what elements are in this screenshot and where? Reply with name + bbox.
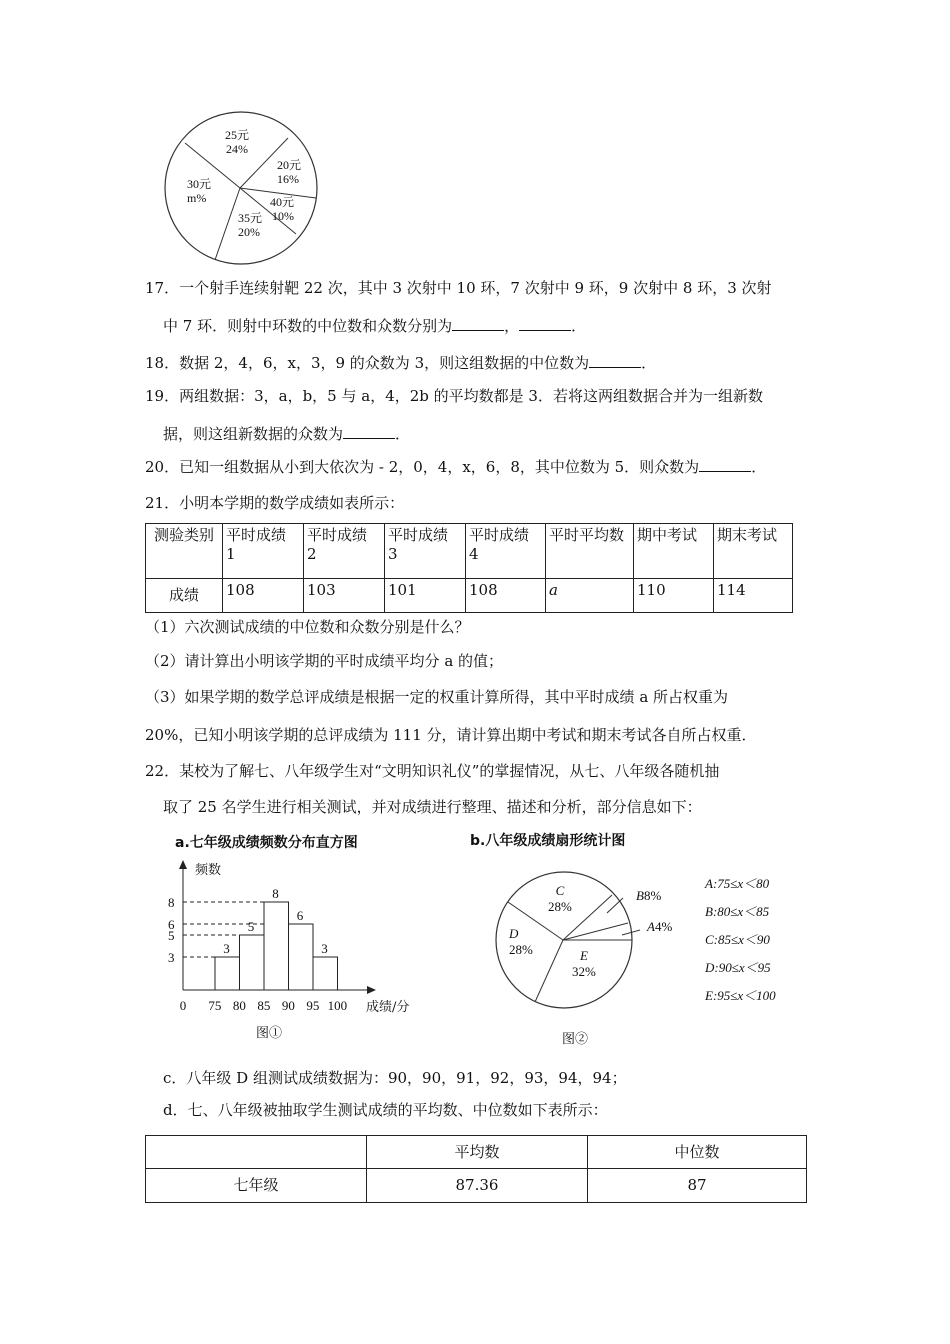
- q21-sub1: （1）六次测试成绩的中位数和众数分别是什么？: [145, 618, 470, 636]
- histogram-bar: [264, 902, 289, 990]
- slice-label-35: 35元 20%: [238, 211, 263, 239]
- y-axis-arrow: [179, 860, 187, 869]
- legend-item: D:90≤x＜95: [705, 960, 771, 975]
- q18: 18．数据 2，4，6，x，3，9 的众数为 3，则这组数据的中位数为 ．: [145, 354, 657, 372]
- table-header: 测验类别: [146, 524, 223, 579]
- table-header: 平时成绩 3: [385, 524, 466, 579]
- table-cell: 87: [588, 1169, 807, 1203]
- y-tick-label: 3: [168, 950, 175, 965]
- histogram-bar: [289, 924, 314, 990]
- slice-label-a: A4%: [647, 919, 673, 934]
- x-tick-label: 75: [208, 998, 222, 1013]
- answer-blank[interactable]: [589, 353, 641, 368]
- table-header: 中位数: [588, 1136, 807, 1169]
- table-header: 平时成绩 4: [466, 524, 546, 579]
- legend-item: A:75≤x＜80: [705, 876, 770, 891]
- bar-value-label: 8: [272, 886, 279, 901]
- q22-d: d．七、八年级被抽取学生测试成绩的平均数、中位数如下表所示：: [163, 1101, 608, 1119]
- answer-blank[interactable]: [343, 424, 395, 439]
- legend-item: B:80≤x＜85: [705, 904, 770, 919]
- slice-label-d: D 28%: [509, 926, 533, 957]
- bar-value-label: 3: [223, 941, 230, 956]
- histogram-caption: 图①: [256, 1026, 283, 1041]
- q19-line1: 19．两组数据：3，a，b，5 与 a，4，2b 的平均数都是 3．若将这两组数据合并为一组新数: [145, 387, 763, 405]
- q22-c: c．八年级 D 组测试成绩数据为：90，90，91，92，93，94，94；: [163, 1069, 627, 1087]
- y-tick-label: 5: [168, 928, 175, 943]
- table-row: [146, 579, 793, 613]
- slice-label-25: 25元 24%: [225, 128, 250, 156]
- q22-stats-table: [145, 1135, 807, 1203]
- y-tick-label: 6: [168, 917, 175, 932]
- histogram-bar: [215, 957, 240, 990]
- answer-blank[interactable]: [699, 457, 751, 472]
- x-tick-label: 100: [327, 998, 348, 1013]
- slice-label-b: B8%: [636, 888, 662, 903]
- table-header: 平时平均数: [546, 524, 634, 579]
- x-axis-arrow: [367, 986, 376, 994]
- bar-value-label: 3: [321, 941, 328, 956]
- slice-label-c: C 28%: [548, 883, 572, 914]
- histogram-title: a.七年级成绩频数分布直方图: [175, 835, 358, 851]
- bar-value-label: 5: [247, 919, 255, 934]
- slice-label-20: 20元 16%: [277, 158, 302, 186]
- table-header: 平时成绩 2: [304, 524, 385, 579]
- q20: 20．已知一组数据从小到大依次为 - 2，0，4，x，6，8，其中位数为 5．则众数为 ．: [145, 458, 767, 476]
- q22-line2: 取了 25 名学生进行相关测试，并对成绩进行整理、描述和分析，部分信息如下：: [163, 798, 702, 816]
- histogram-bar: [313, 957, 338, 990]
- slice-label-40: 40元 10%: [269, 195, 294, 223]
- q19-line2: 据，则这组新数据的众数为 ．: [163, 425, 411, 443]
- table-cell: 108: [223, 579, 304, 613]
- table-header: 期中考试: [634, 524, 714, 579]
- q22-line1: 22．某校为了解七、八年级学生对“文明知识礼仪”的掌握情况，从七、八年级各随机抽: [145, 762, 720, 780]
- x-tick-label: 0: [179, 998, 187, 1013]
- table-cell: 成绩: [146, 579, 223, 613]
- q17-line1: 17．一个射手连续射靶 22 次，其中 3 次射中 10 环，7 次射中 9 环，9 次射中 8 环，3 次射: [145, 279, 772, 297]
- table-header: 平均数: [367, 1136, 588, 1169]
- q21-intro: 21．小明本学期的数学成绩如表所示：: [145, 494, 405, 512]
- x-tick-label: 85: [257, 998, 271, 1013]
- histogram-xlabel: 成绩/分: [366, 1000, 410, 1015]
- q21-sub3a: （3）如果学期的数学总评成绩是根据一定的权重计算所得，其中平时成绩 a 所占权重为: [145, 688, 729, 706]
- table-row: [146, 1169, 807, 1203]
- table-cell: 七年级: [146, 1169, 367, 1203]
- pie2-caption: 图②: [562, 1032, 589, 1047]
- table-cell: 101: [385, 579, 466, 613]
- x-tick-label: 90: [281, 998, 295, 1013]
- table-cell: 114: [714, 579, 793, 613]
- table-header: [146, 1136, 367, 1169]
- y-tick-label: 8: [168, 895, 175, 910]
- q17-line2: 中 7 环．则射中环数的中位数和众数分别为 ， ．: [163, 317, 587, 335]
- q21-sub3b: 20%，已知小明该学期的总评成绩为 111 分，请计算出期中考试和期末考试各自所占权重．: [145, 726, 757, 744]
- table-header: 平时成绩 1: [223, 524, 304, 579]
- table-header: 期末考试: [714, 524, 793, 579]
- table-cell: 87.36: [367, 1169, 588, 1203]
- q21-score-table: [145, 523, 793, 613]
- slice-label-30: 30元 m%: [187, 177, 212, 205]
- legend-item: E:95≤x＜100: [705, 988, 776, 1003]
- histogram-ylabel: 频数: [195, 863, 222, 878]
- x-tick-label: 95: [306, 998, 320, 1013]
- table-cell: 103: [304, 579, 385, 613]
- pie2-legend: [705, 870, 776, 1010]
- histogram-bar: [240, 935, 265, 990]
- answer-blank[interactable]: [452, 316, 504, 331]
- bar-value-label: 6: [296, 908, 304, 923]
- table-cell: 110: [634, 579, 714, 613]
- legend-item: C:85≤x＜90: [705, 932, 770, 947]
- x-tick-label: 80: [232, 998, 246, 1013]
- table-cell: 108: [466, 579, 546, 613]
- q21-sub2: （2）请计算出小明该学期的平时成绩平均分 a 的值；: [145, 652, 504, 670]
- table-cell: a: [546, 579, 634, 613]
- answer-blank[interactable]: [519, 316, 571, 331]
- slice-label-e: E 32%: [572, 948, 596, 979]
- pie2-title: b.八年级成绩扇形统计图: [470, 833, 626, 849]
